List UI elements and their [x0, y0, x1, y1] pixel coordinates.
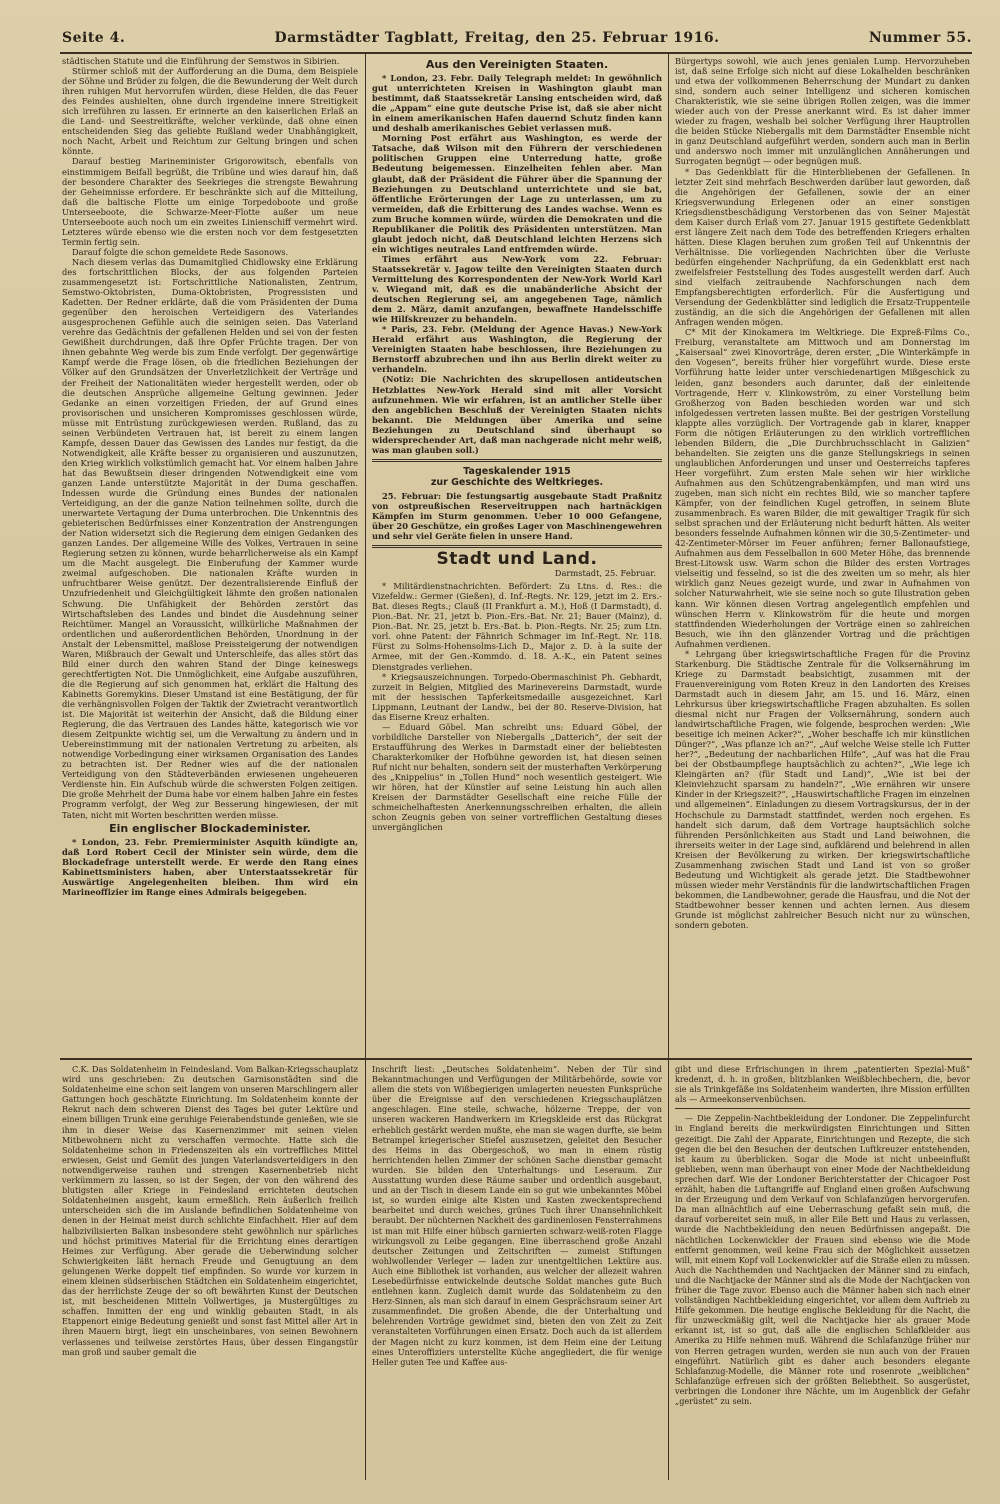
lower-column-2	[372, 1064, 662, 1476]
separator-calendar	[372, 459, 662, 462]
lower-paragraph-inschrift: Inschrift liest: „Deutsches Soldatenheim“. Neben der Tür sind Bekanntmachungen und Verfügungen der Militärbehörde, sowie vor allem die stets von Wißbegierigen umlagerten neuesten Funksprüche über die Ereignisse auf den verschiedenen Kriegsschauplätzen angeschlagen. Eine steile, schwache, hölzerne Treppe, der von unseren wackeren Handwerkern im Kriegskleide erst das Rückgrat erheblich gestärkt werden mußte, ehe man sie wagen durfte, sie beim Betrampel kriegerischer Stiefel auszusetzen, geleitet den Besucher des Heims in das Obergeschoß, wo man in einem rüstig herrichtenden hellen Zimmer der schönen Sache dienstbar gemacht wurden. Sie bilden den Unterhaltungs- und Leseraum. Zur Ausstattung wurden diese Räume sauber und ordentlich ausgebaut, und an der Tisch in diesem Lande ein so gut wie unbekanntes Möbel ist, so wurden einige alte Kisten und Kasten zweckentsprechend bearbeitet und durch weiches, grünes Tuch ihrer Unansehnlichkeit beraubt. Der nüchternen Nackheit des gardinenlosen Fensterrahmens ist man mit Hilfe einer hübsch garnierten schwarz-weiß-roten Flagge wirkungsvoll zu Leibe gegangen. Eine überraschend große Anzahl deutscher Zeitungen und Zeitschriften — zumeist Stiftungen wohlwollender Verleger — laden zur unentgeltlichen Lektüre aus. Auch eine Bibliothek ist vorhanden, aus welcher der allezeit wahren Lesebedürfnisse entwickelnde deutsche Soldat manches gute Buch entlehnen kann. Zugleich damit wurde das Soldatenheim zu den Herz-Sinnen, als man sich darauf in einem Gesprächsraum seiner Art zusammenfindet. Die großen Abende, die der Unterhaltung und belehrenden Vorträge gewidmet sind, bieten den von Zeit zu Zeit veranstalteten Vorführungen einen Ersatz. Doch auch da ist allerdem der Magen nicht zu kurz kommen, ist dem Heim eine der Leitung eines Unteroffiziers unterstellte Küche angegliedert, die für wenige Heller guten Tee und Kaffee aus-	[372, 1064, 662, 1367]
separator-stadt-land	[372, 545, 662, 548]
col2-paragraph-auszeichnungen: * Kriegsauszeichnungen. Torpedo-Obermaschinist Ph. Gebhardt, zurzeit in Belgien, Mitglied des Marinevereins Darmstadt, wurde mit der hessischen Tapferkeitsmedaille ausgezeichnet. Karl Lippmann, Leutnant der Landw., bei der 80. Reserve-Division, hat das Eiserne Kreuz erhalten.	[372, 671, 662, 722]
heading-geschichte-weltkrieg: zur Geschichte des Weltkrieges.	[430, 476, 604, 488]
col2-paragraph-calendar: 25. Februar: Die festungsartig ausgebaute Stadt Praßnitz von ostpreußischen Reserveitruppen nach hartnäckigen Kämpfen im Sturm genommen. Ueber 10 000 Gefangene, über 20 Geschütze, ein großes Lager von Maschinengewehren und sehr viel Geräte fielen in unsere Hand.	[372, 490, 662, 542]
col3-paragraph-lehrgang: * Lehrgang über kriegswirtschaftliche Fragen für die Provinz Starkenburg. Die Städtische Zentrale für die Volksernährung im Kriege zu Darmstadt beabsichtigt, zusammen mit der Frauenvereinigung vom Roten Kreuz in den Landorten des Kreises Darmstadt auch in diesem Jahr, am 15. und 16. März, einen Lehrkursus über kriegswirtschaftliche Fragen abzuhalten. Es sollen diesmal nicht nur Fragen der Volksernährung, sondern auch landwirtschaftliche Fragen, wie folgende, besprochen werden: „Wie beseitige ich meinen Acker?“, „Woher beschaffe ich mir künstlichen Dünger?“, „Was pflanze ich an?“, „Auf welche Weise stelle ich Futter her?“, „Bedeutung der nachbarlichen Hilfe“, „Auf was hat die Frau bei der Obstbaumpflege hauptsächlich zu achten?“, „Wie lege ich Kleingärten an? (für Stadt und Land)“, „Wie ist bei der Kleinviehzucht sparsam zu handeln?“, „Wie ernähren wir unsere Kinder in der Kriegszeit?“, „Hauswirtschaftliche Fragen im einzelnen und allgemeinen“. Einladungen zu diesem Vortragskursus, der in der Hochschule zu Darmstadt stattfindet, werden noch ergehen. Es handelt sich darum, daß dem Vortrage hauptsächlich solche führenden Persönlichkeiten aus Stadt und Land beiwohnen, die ihrerseits weiter in der Lage sind, aufklärend und belehrend in allen Kreisen der Bevölkerung zu wirken. Der kriegswirtschaftliche Zusammenhang zwischen Stadt und Land ist von so großer Bedeutung und Wichtigkeit als gerade jetzt. Die Stadtbewohner müssen wieder mehr Verständnis für die landwirtschaftlichen Fragen bekommen, die Landbewohner, gerade die Hausfrau, und die Not der Stadtbewohner besser kennen und achten lernen. Aus diesem Grunde ist möglichst zahlreicher Besuch nicht nur zu wünschen, sondern geboten.	[675, 648, 970, 931]
lower-column-1	[62, 1064, 358, 1476]
paper-title-date: Darmstädter Tagblatt, Freitag, den 25. Februar 1916.	[274, 30, 720, 46]
column-rule-1	[365, 54, 366, 1058]
masthead-rule	[60, 52, 972, 54]
lower-paragraph-soldatenheim: C.K. Das Soldatenheim in Feindesland. Vom Balkan-Kriegsschauplatz wird uns geschrieben: Zu deutschen Garnisonstädten sind die Soldatenheime eine schon seit langem von unseren Marschlingern aller Gattungen hoch geschätzte Einrichtung. Im Soldatenheim konnte der Rekrut nach dem schweren Dienst des Tages bei guter Lektüre und einem billigen Trunk eine geruhige Feierabendstunde genießen, wie sie ihm in dieser Weise das Kasernenzimmer mit seinen vielen Mitbewohnern nicht zu verschaffen vermochte. Hatte sich die Soldatenheime schon in Friedenszeiten als ein vortreffliches Mittel erwiesen, Geist und Gemüt des jungen Vaterlandsverteidigers in den notwendigerweise rauhen und strengen Kasernenbetrieb nicht verkümmern zu lassen, so ist der Segen, der von den während des blutigsten aller Kriege in Feindesland errichteten deutschen Soldatenheimen ausgeht, kaum ermeßlich. Rein äußerlich freilich unterscheiden sich die im Auslande befindlichen Soldatenheime von denen in der Heimat meist durch schlichte Einfachheit. Hier auf dem halbzivilisierten Balkan insbesondere steht gewöhnlich nur spärliches und höchst primitives Material für die Errichtung eines derartigen Heimes zur Verfügung. Aber gerade die Ueberwindung solcher Schwierigkeiten läßt hernach Freude und Genugtuung an dem gelungenen Werke doppelt tief empfinden. So wurde vor kurzem in einem kleinen südserbischen Städtchen ein Soldatenheim eingerichtet, das der herrlichste Zeuge der so oft bewährten Kunst der Deutschen ist, mit bescheidenen Mitteln Vollwertiges, ja Mustergültiges zu schaffen. Inmitten der eng und winklig gebauten Stadt, in als Etappenort einige Bedeutung genießt und sonst fast Mittel aller Art in ihren Mauern birgt, liegt ein unscheinbares, von seinen Bewohnern verlassenes und teilweise zerstörtes Haus, über dessen Eingangstür man groß und sauber gemalt die	[62, 1064, 358, 1357]
col1-paragraph-marineminister: Darauf bestieg Marineminister Grigorowitsch, ebenfalls von einstimmigem Beifall begrüßt, die Tribüne und wies darauf hin, daß der besondere Charakter des Seekrieges die strengste Bewahrung der Geheimnisse erfordere. Er beschränkte sich auf die Mitteilung, daß die baltische Flotte um einige Torpedoboote und große Unterseeboote, die Schwarze-Meer-Flotte außer um neue Unterseeboote auch noch um ein zweites Linienschiff vermehrt wird. Letzteres würde ebenso wie die ersten noch vor dem festgesetzten Termin fertig sein.	[62, 156, 358, 247]
col2-paragraph-london: * London, 23. Febr. Daily Telegraph meldet: In gewöhnlich gut unterrichteten Kreisen in Washington glaubt man bestimmt, daß Staatssekretär Lansing entscheiden wird, daß die „Appam“ eine gute deutsche Prise ist, daß sie aber nicht in einem amerikanischen Hafen dauernd Schutz finden kann und deshalb amerikanisches Gebiet verlassen muß.	[372, 73, 662, 134]
dateline: Darmstadt, 25. Februar.	[554, 568, 656, 579]
col1-paragraph-sasonow: Darauf folgte die schon gemeldete Rede Sasonows.	[72, 246, 289, 257]
col1-intro: städtischen Statute und die Einführung der Semstwos in Sibirien.	[62, 56, 340, 66]
masthead	[62, 30, 972, 50]
col1-paragraph-london: * London, 23. Febr. Premierminister Asquith kündigte an, daß Lord Robert Cecil der Minister sein würde, dem die Blockadefrage unterstellt werde. Er werde den Rang eines Kabinettsministers haben, aber Unterstaatssekretär für Auswärtige Angelegenheiten bleiben. Ihm wird ein Marineoffizier im Range eines Admirals beigegeben.	[62, 836, 358, 897]
lower-column-rule-1	[365, 1060, 366, 1480]
issue-number: Nummer 55.	[868, 30, 972, 46]
col2-paragraph-militaer: * Militärdienstnachrichten. Befördert: Zu Ltns. d. Res.: die Vizefeldw.: Germer (Gießen), d. Inf.-Regts. Nr. 129, jetzt im 2. Ers.-Bat. dieses Regts.; Clauß (II Frankfurt a. M.), Hoß (I Darmstadt), d. Pion.-Bat. Nr. 21, jetzt b. Pion.-Ers.-Bat. Nr. 21; Bauer (Mainz), d. Pion.-Bat. Nr. 25, jetzt b. Ers.-Bat. b. Pion.-Regts. Nr. 25; zum Ltn. vorl. ohne Patent: der Fähnrich Schmager im Inf.-Regt. Nr. 118. Fürst zu Solms-Hohensolms-Lich D., Major z. D. à la suite der Armee, mit der Gen.-Kommdo. d. 18. A.-K., ein Patent seines Dienstgrades verliehen.	[372, 581, 662, 672]
page-number: Seite 4.	[62, 30, 126, 46]
lower-column-rule-2	[668, 1060, 669, 1480]
column-3	[675, 56, 970, 1056]
heading-blockademinister: Ein englischer Blockademinister.	[109, 821, 311, 835]
col3-paragraph-buergertyp: Bürgertyps sowohl, wie auch jenes genialen Lump. Hervorzuheben ist, daß seine Erfolge sich nicht auf diese Lokalhelden beschränken und etwa der vollkommenen Beherrschung der Mundart zu danken sind, sondern auch seiner Intelligenz und sicheren komischen Charakteristik, wie sie seine übrigen Rollen zeigen, was die immer wieder auch von der Presse anerkannt wird. Es ist daher immer wieder zu fragen, weshalb bei solcher Verfügung ihrer Hauptrollen die beiden Stücke Niebergalls mit dem Darmstädter Ensemble nicht in ganz Deutschland aufgeführt werden, sondern auch man in Berlin und anderswo noch immer mit unzulänglichen Annäherungen und Surrogaten begnügt — oder begnügen muß.	[675, 56, 970, 167]
column-2	[372, 56, 662, 1056]
col2-paragraph-notiz: (Notiz: Die Nachrichten des skrupellosen antideutschen Hetzblattes New-York Herald sind mit aller Vorsicht aufzunehmen. Wie wir erfahren, ist an amtlicher Stelle über den angeblichen Beschluß der Vereinigten Staaten nichts bekannt. Die Meldungen über Amerika und seine Beziehungen zu Deutschland sind überhaupt so widersprechender Art, daß man nachgerade nicht mehr weiß, was man glauben soll.)	[372, 374, 662, 455]
separator-zeppelin	[675, 1108, 970, 1109]
col2-paragraph-goebel: — Eduard Göbel. Man schreibt uns: Eduard Göbel, der vorbildliche Darsteller von Niebergalls „Datterich“, der seit der Erstaufführung des Werkes in Darmstadt einer der beliebtesten Charakterkomiker der Hofbühne geworden ist, hat diesen seinen Ruf nicht nur behalten, sondern seit der musterhaften Verkörperung des „Knippelius“ in „Tollen Hund“ noch wesentlich gesteigert. Wie wir hören, hat der Künstler auf seine Leistung hin auch allen Kreisen der Darmstädter Gesellschaft eine reiche Fülle der schmeichelhaftesten Anerkennungsschreiben erhalten, die allein schon Zeugnis geben von seiner vortrefflichen Gestaltung dieses unvergänglichen	[372, 721, 662, 833]
heading-vereinigte-staaten: Aus den Vereinigten Staaten.	[425, 58, 609, 71]
lower-paragraph-zeppelin: — Die Zeppelin-Nachtbekleidung der Londoner. Die Zeppelinfurcht in England bereits die merkwürdigsten Einrichtungen und Sitten gezeitigt. Die Zahl der Apparate, Einrichtungen und Rezepte, die sich gegen die bei den Besuchen der deutschen Luftkreuzer entstehenden, ist kaum zu überblicken. Sogar die Mode ist nicht unbeeinflußt geblieben, wenn man überhaupt von einer Mode der Nachtbekleidung sprechen darf. Wie der Londoner Berichterstatter der Chicagoer Post erzählt, haben die Luftangriffe auf England einen großen Aufschwung in der Erzeugung und dem Verkauf von Schlafanzügen hervorgerufen. Da man allnächtlich auf eine Ueberraschung gefaßt sein muß, die darauf vorbereitet sein muß, in aller Eile Bett und Haus zu verlassen, wurde die Nachtbekleidung den neuen Bedürfnissen angepaßt. Die nächtlichen Lockenwickler der Frauen sind ebenso wie die Mode entfernt genommen, weil keine Frau sich der Möglichkeit aussetzen will, mit einem Kopf voll Lockenwickler auf die Straße eilen zu müssen. Auch die Nachthemden und Nachtjacken der Männer sind zu einfach, und die Nachtjacke der Männer sind als die Mode der Nachtjacken von früher die Tage zuvor. Ebenso auch die Männer haben sich nach einer vollständigen Nachtbekleidung eingerichtet, vor allem dem Auftrieb zu Hilfe gekommen. Die heutige englische Bekleidung für die Nacht, die für unzweckmäßig gilt, weil die Nachtjacke hier als grauer Mode erkannt ist, ist so gut, daß alle die englischen Schlafkleider aus Amerika zu Hilfe nehmen muß. Während die Schlafanzüge früher nur von Herren getragen wurden, werden sie nun auch von der Frauen eingeführt. Natürlich gibt es daher auch besonders elegante Schlafanzug-Modelle, die Männer rote und rosenrote „weiblichen“ Schlafanzüge erfreuen sich der größten Beliebtheit. So ausgerüstet, verbringen die Londoner ihre Nächte, um im Augenblick der Gefahr „gerüstet“ zu sein.	[675, 1113, 970, 1406]
lower-column-3	[675, 1064, 970, 1476]
col1-paragraph-stuermer: Stürmer schloß mit der Aufforderung an die Duma, dem Beispiele der Söhne und Brüder zu folgen, die die Bewunderung der Welt durch ihren ruhigen Mut hervorrufen würden, diese Helden, die das Feuer des Feindes aushielten, ohne durch irgendeine innere Streitigkeit sich irreführen zu lassen. Er erinnerte an den kaiserlichen Erlaß an die Land- und Seestreitkräfte, welcher verkünde, daß ohne einen entscheidenden Sieg das geliebte Rußland weder Unabhängigkeit, noch Nacht, Arbeit und Reichtum zur Geltung bringen und schen könnte.	[62, 66, 358, 157]
heading-stadt-und-land: Stadt und Land.	[436, 549, 598, 570]
col3-paragraph-gedenkblatt: * Das Gedenkblatt für die Hinterbliebenen der Gefallenen. In letzter Zeit sind mehrfach Beschwerden darüber laut geworden, daß die Angehörigen der Gefallenen, sowie der an einer Kriegsverwundung Erlegenen oder an einer sonstigen Kriegsdienstbeschädigung Verstorbenen das von Seiner Majestät dem Kaiser durch Erlaß vom 27. Januar 1915 gestiftete Gedenkblatt erst längere Zeit nach dem Tode des betreffenden Kriegers erhalten hätten. Diese Klagen beruhen zum großen Teil auf Unkenntnis der Verhältnisse. Die vorliegenden Nachrichten über die Verluste bedürfen eingehender Nachprüfung, da ein Gedenkblatt erst nach zweifelsfreier Feststellung des Todes ausgestellt werden darf. Auch sind vielfach zeitraubende Nachforschungen nach dem Empfangsberechtigten erforderlich. Für die Ausfertigung und Versendung der Gedenkblätter sind lediglich die Ersatz-Truppenteile zuständig, an die sich die Angehörigen der Gefallenen mit allen Anfragen wenden mögen.	[675, 166, 970, 328]
col2-paragraph-paris: * Paris, 23. Febr. (Meldung der Agence Havas.) New-York Herald erfährt aus Washington, die Regierung der Vereinigten Staaten habe beschlossen, ihre Beziehungen zu Bernstorff abzubrechen und ihn aus Berlin direkt weiter zu verhandeln.	[372, 324, 662, 375]
column-rule-2	[668, 54, 669, 1058]
col1-paragraph-erklaerung: Nach diesem verlas das Dumamitglied Chidlowsky eine Erklärung des fortschrittlichen Blocks, der aus folgenden Parteien zusammengesetzt ist: Fortschrittliche Nationalisten, Zentrum, Semstwo-Oktobristen, Duma-Oktobristen, Progressisten und Kadetten. Der Redner erklärte, daß die vom Präsidenten der Duma gegenüber den heroischen Verteidigern des Vaterlandes ausgesprochenen Gefühle auch die seinigen seien. Das Vaterland verehre das Gedächtnis der gefallenen Helden und sei von der festen Gewißheit durchdrungen, daß ihre Opfer Früchte tragen. Der von ihnen gebahnte Weg werde bis zum Ende verfolgt. Der gegenwärtige Kampf werde die Frage lösen, ob die friedlichen Beziehungen der Völker auf den Grundsätzen der Unverletzlichkeit der Verträge und der Freiheit der Nationalitäten wieder hergestellt werden, oder ob die deutschen Ansprüche allgemeine Geltung gewinnen. Jeder Gedanke an einen vorzeitigen Frieden, der auf Grund eines provisorischen und unsicheren Kompromisses geschlossen würde, müsse mit Entrüstung zurückgewiesen werden. Rußland, das zu seinen Verbündeten Vertrauen hat, ist bereit zu einem langen Kampfe, dessen Dauer das Gewissen des Landes nur festigt, da die Notwendigkeit, alle Kräfte besser zu organisieren und auszunutzen, den Krieg wirklich volkstümlich gemacht hat. Vor einem halben Jahre hat das Bewußtsein dieser dringenden Notwendigkeit eine vom ganzen Lande unterstützte Majorität in der Duma geschaffen. Indessen wurde die Gründung eines Bundes der nationalen Verteidigung, an der die ganze Nation teilnehmen sollte, durch die unerwartete Vertagung der Duma unterbrochen. Die Unkenntnis des gebieterischen Bedürfnisses einer Konzentration der Anstrengungen der Nation widersetzt sich die Regierung dem einigen Gedanken des ganzen Landes. Der allgemeine Wille des Volkes, Vertrauen in seine Regierung setzen zu können, wurde beharrlicherweise als ein Kampf um die Macht ausgelegt. Die Einberufung der Kammer wurde zweimal aufgeschoben. Die nationalen Kräfte wurden in unfruchtbarer Weise genützt. Der dezentralisierende Einfluß der Unzufriedenheit und Gleichgültigkeit lähmte den großen nationalen Schwung. Die Unfähigkeit der Behörden zerstört das Wirtschaftsleben des Landes und bindet die Ausdehnung seiner Reichtümer. Mangel an Voraussicht, willkürliche Maßnahmen der ordentlichen und außerordentlichen Behörden, Unordnung in der Anstalt der Lebensmittel, maßlose Preissteigerung der notwendigen Waren, Mißbrauch der Gewalt und Unterschleife, das alles stört das Bild einer durch den wahren Stand der Dinge keineswegs gerechtfertigten Not. Die Unmöglichkeit, eine Aufgabe auszuführen, die die Regierung auf sich genommen hat, erklärt die Haltung des Kabinetts Goremykins. Dieser Umstand ist eine Bestätigung, der für die verhängnisvollen Folgen der Taktik der Zwietracht verantwortlich ist. Die Majorität ist weiterhin der Ansicht, daß die Bildung einer Regierung, die das Vertrauen des Landes hätte, kategorisch wie vor diesem Zeitpunkte wichtig sei, um die Verwaltung zu ändern und in Uebereinstimmung mit der nationalen Vertretung zu arbeiten, als notwendige Vorbedingung einer wirksamen Organisation des Landes zu betrachten ist. Der Redner wies auf die der nationalen Verteidigung von den Städteverbänden erwiesenen ungeheueren Verdienste hin. Ein Aufschub würde die schwersten Folgen zeitigen. Die große Mehrheit der Duma habe vor einem halben Jahre ein festes Programm verfolgt, der Weg zur Besserung hingewiesen, der mit Taten, nicht mit Worten beschritten werden müsse.	[62, 256, 358, 820]
col2-paragraph-morning-post: Morning Post erfährt aus Washington, es werde der Tatsache, daß Wilson mit den Führern der verschiedenen politischen Gruppen eine Unterredung hatte, große Bedeutung beigemessen. Einzelheiten fehlen aber. Man glaubt, daß der Präsident die Führer über die Spannung der Beziehungen zu Deutschland unterrichtete und sie bat, öffentliche Erörterungen der Lage zu unterlassen, um zu vermeiden, daß die Erbitterung des Landes wachse. Wenn es zum Bruche kommen würde, würden die Demokraten und die Republikaner die Politik des Präsidenten unterstützen. Man glaubt jedoch nicht, daß Deutschland leichten Herzens sich ein wichtiges neutrales Land entfremden würde.	[372, 133, 662, 254]
col3-paragraph-kinokamera: C* Mit der Kinokamera im Weltkriege. Die Expreß-Films Co., Freiburg, veranstaltete am Mittwoch und am Donnerstag im „Kaisersaal“ zwei Kinovorträge, deren erster, „Die Winterkämpfe in den Vogesen“, bereits früher hier vorgeführt wurde. Diese erste Vorführung hatte leider unter verschiedenartigen Mißgeschick zu leiden, ganz besonders auch darunter, daß der einleitende Vortragende, Herr v. Klinkowström, zu einer Vorstellung beim Großherzog von Baden beschieden worden war und sich infolgedessen vertreten lassen mußte. Bei der gestrigen Vorstellung klappte alles vorzüglich. Der Vortragende gab in klarer, knapper Form die nötigen Erläuterungen zu den wirklich vortrefflichen lebenden Bildern, die „Die Durchbruchsschlacht in Galizien“ behandelten. Sie zeigten uns die ganze Stellungskriegs in seinen unglaublichen Anforderungen und unser und Oesterreichs tapferes Heer vorgeführt. Zum ersten Male sehen wir hier wirkliche Aufnahmen aus den Schützengrabenkämpfen, und man wird uns zugeben, man sich nicht ein rechtes Bild, wie so mancher tapfere Kämpfer, von der feindlichen Kugel getroffen, in seinem Blute zusammenbrach. Es waren Bilder, die mit gewaltiger Tragik für sich selbst sprachen und der Erläuterung nicht bedurft hätten. Als weiter besonders fesselnde Aufnahmen können wir die 30,5-Zentimeter- und 42-Zentimeter-Mörser im Feuer anführen; ferner Ballonaufstiege, Aufnahmen aus dem Fesselballon in 600 Meter Höhe, das brennende Brest-Litowsk usw. Warm schon die Bilder des ersten Vortrages vielseitig und fesselnd, so ist die des zweiten um so mehr, als hier wirklich ganz Neues gezeigt wurde, und zwar in Aufnahmen von solcher Naturwahrheit, wie sie seine noch so gute Illustration geben kann. Wir können diesen Vortrag angelegentlich empfehlen und wünschen Herrn v. Klinkowström für die heute und morgen stattfindenden Wiederholungen der Vorträge einen so zahlreichen Besuch, wie ihn den glänzender Vortrag und die prächtigen Aufnahmen verdienen.	[675, 327, 970, 649]
column-1	[62, 56, 358, 1056]
lower-section-rule	[60, 1058, 972, 1060]
col2-paragraph-times: Times erfährt aus New-York vom 22. Februar: Staatssekretär v. Jagow teilte den Vereinigten Staaten durch Vermittelung des Korrespondenten der New-York World Karl v. Wiegand mit, daß es die unabänderliche Absicht der deutschen Regierung sei, am angegebenen Tage, nämlich dem 2. März, damit anzufangen, bewaffnete Handelsschiffe wie Hilfskreuzer zu behandeln.	[372, 253, 662, 325]
heading-tageskalender: Tageskalender 1915	[463, 465, 571, 477]
lower-paragraph-konservenbuechsen: gibt und diese Erfrischungen in ihrem „patentierten Spezial-Muß“ kredenzt, d. h. in großen, blitzblanken Weißblechbechern, die, bevor sie als Trinkgefäße ins Soldatenheim wanderten, ihre Mission erfüllten als — Armeekonservenbüchsen.	[675, 1064, 970, 1105]
